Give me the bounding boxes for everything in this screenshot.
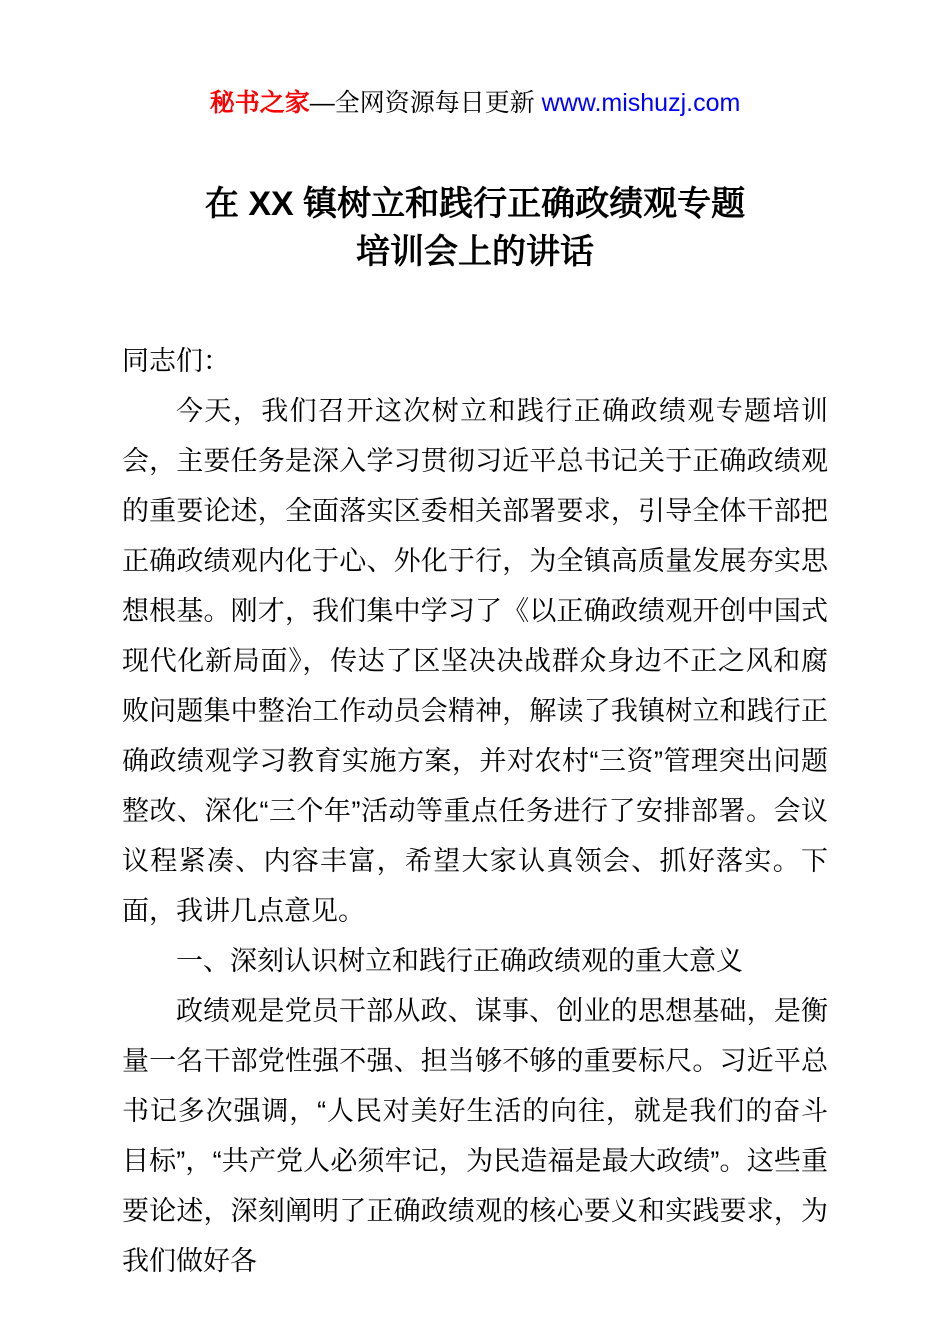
- section-heading-1: 一、深刻认识树立和践行正确政绩观的重大意义: [176, 946, 743, 976]
- paragraph-section-1-body: 政绩观是党员干部从政、谋事、创业的思想基础，是衡量一名干部党性强不强、担当够不够的重要标尺。习近平总书记多次强调，“人民对美好生活的向往，就是我们的奋斗目标”，“共产党人必须牢记，为民造福是最大政绩”。这些重要论述，深刻阐明了正确政绩观的核心要义和实践要求，为我们做好各: [122, 996, 828, 1276]
- document-body: [122, 336, 828, 1286]
- salutation: 同志们：: [122, 346, 230, 376]
- paragraph-intro: 今天，我们召开这次树立和践行正确政绩观专题培训会，主要任务是深入学习贯彻习近平总书记关于正确政绩观的重要论述，全面落实区委相关部署要求，引导全体干部把正确政绩观内化于心、外化于行，为全镇高质量发展夯实思想根基。刚才，我们集中学习了《以正确政绩观开创中国式现代化新局面》，传达了区坚决决战群众身边不正之风和腐败问题集中整治工作动员会精神，解读了我镇树立和践行正确政绩观学习教育实施方案，并对农村“三资”管理突出问题整改、深化“三个年”活动等重点任务进行了安排部署。会议议程紧凑、内容丰富，希望大家认真领会、抓好落实。下面，我讲几点意见。: [122, 396, 828, 926]
- site-url-link[interactable]: www.mishuzj.com: [541, 89, 741, 117]
- site-brand: 秘书之家: [209, 89, 310, 117]
- document-title-line1: 在 XX 镇树立和践行正确政绩观专题: [204, 185, 746, 223]
- site-tagline: —全网资源每日更新: [309, 89, 542, 117]
- site-header: [0, 88, 950, 118]
- document-title-line2: 培训会上的讲话: [356, 233, 594, 271]
- document-title: [60, 180, 890, 276]
